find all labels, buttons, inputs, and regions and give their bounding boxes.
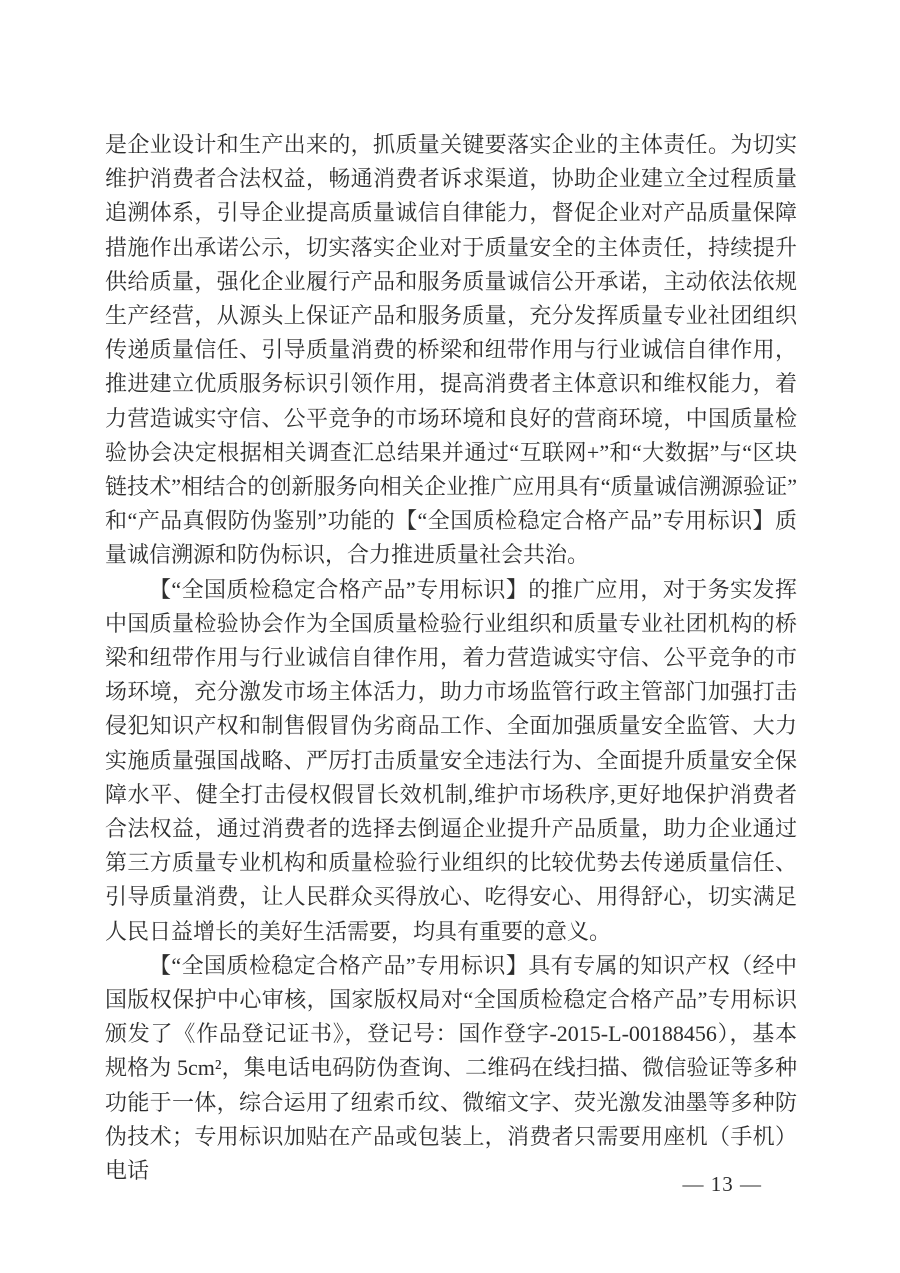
paragraph-promotion-significance: 【“全国质检稳定合格产品”专用标识】的推广应用，对于务实发挥中国质量检验协会作为全国质量检验行业组织和质量专业社团机构的桥梁和纽带作用与行业诚信自律作用，着力营造诚实守信、公平竞争的市场环境，充分激发市场主体活力，助力市场监管行政主管部门加强打击侵犯知识产权和制售假冒伪劣商品工作、全面加强质量安全监管、大力实施质量强国战略、严厉打击质量安全违法行为、全面提升质量安全保障水平、健全打击侵权假冒长效机制,维护市场秩序,更好地保护消费者合法权益，通过消费者的选择去倒逼企业提升产品质量，助力企业通过第三方质量专业机构和质量检验行业组织的比较优势去传递质量信任、引导质量消费，让人民群众买得放心、吃得安心、用得舒心，切实满足人民日益增长的美好生活需要，均具有重要的意义。 <box>105 576 797 944</box>
paragraph-continued-from-previous-page: 是企业设计和生产出来的，抓质量关键要落实企业的主体责任。为切实维护消费者合法权益，畅通消费者诉求渠道，协助企业建立全过程质量追溯体系，引导企业提高质量诚信自律能力，督促企业对产品质量保障措施作出承诺公示，切实落实企业对于质量安全的主体责任，持续提升供给质量，强化企业履行产品和服务质量诚信公开承诺，主动依法依规生产经营，从源头上保证产品和服务质量，充分发挥质量专业社团组织传递质量信任、引导质量消费的桥梁和纽带作用与行业诚信自律作用，推进建立优质服务标识引领作用，提高消费者主体意识和维权能力，着力营造诚实守信、公平竞争的市场环境和良好的营商环境，中国质量检验协会决定根据相关调查汇总结果并通过“互联网+”和“大数据”与“区块链技术”相结合的创新服务向相关企业推广应用具有“质量诚信溯源验证”和“产品真假防伪鉴别”功能的【“全国质检稳定合格产品”专用标识】质量诚信溯源和防伪标识，合力推进质量社会共治。 <box>105 132 797 568</box>
paragraph-intellectual-property: 【“全国质检稳定合格产品”专用标识】具有专属的知识产权（经中国版权保护中心审核，国家版权局对“全国质检稳定合格产品”专用标识颁发了《作品登记证书》，登记号：国作登字-2015-L-00188456），基本规格为 5cm²，集电话电码防伪查询、二维码在线扫描、微信验证等多种功能于一体，综合运用了纽索币纹、微缩文字、荧光激发油墨等多种防伪技术；专用标识加贴在产品或包装上，消费者只需要用座机（手机）电话 <box>105 952 797 1184</box>
page-number: — 13 — <box>682 1172 762 1196</box>
document-body <box>105 128 797 1188</box>
